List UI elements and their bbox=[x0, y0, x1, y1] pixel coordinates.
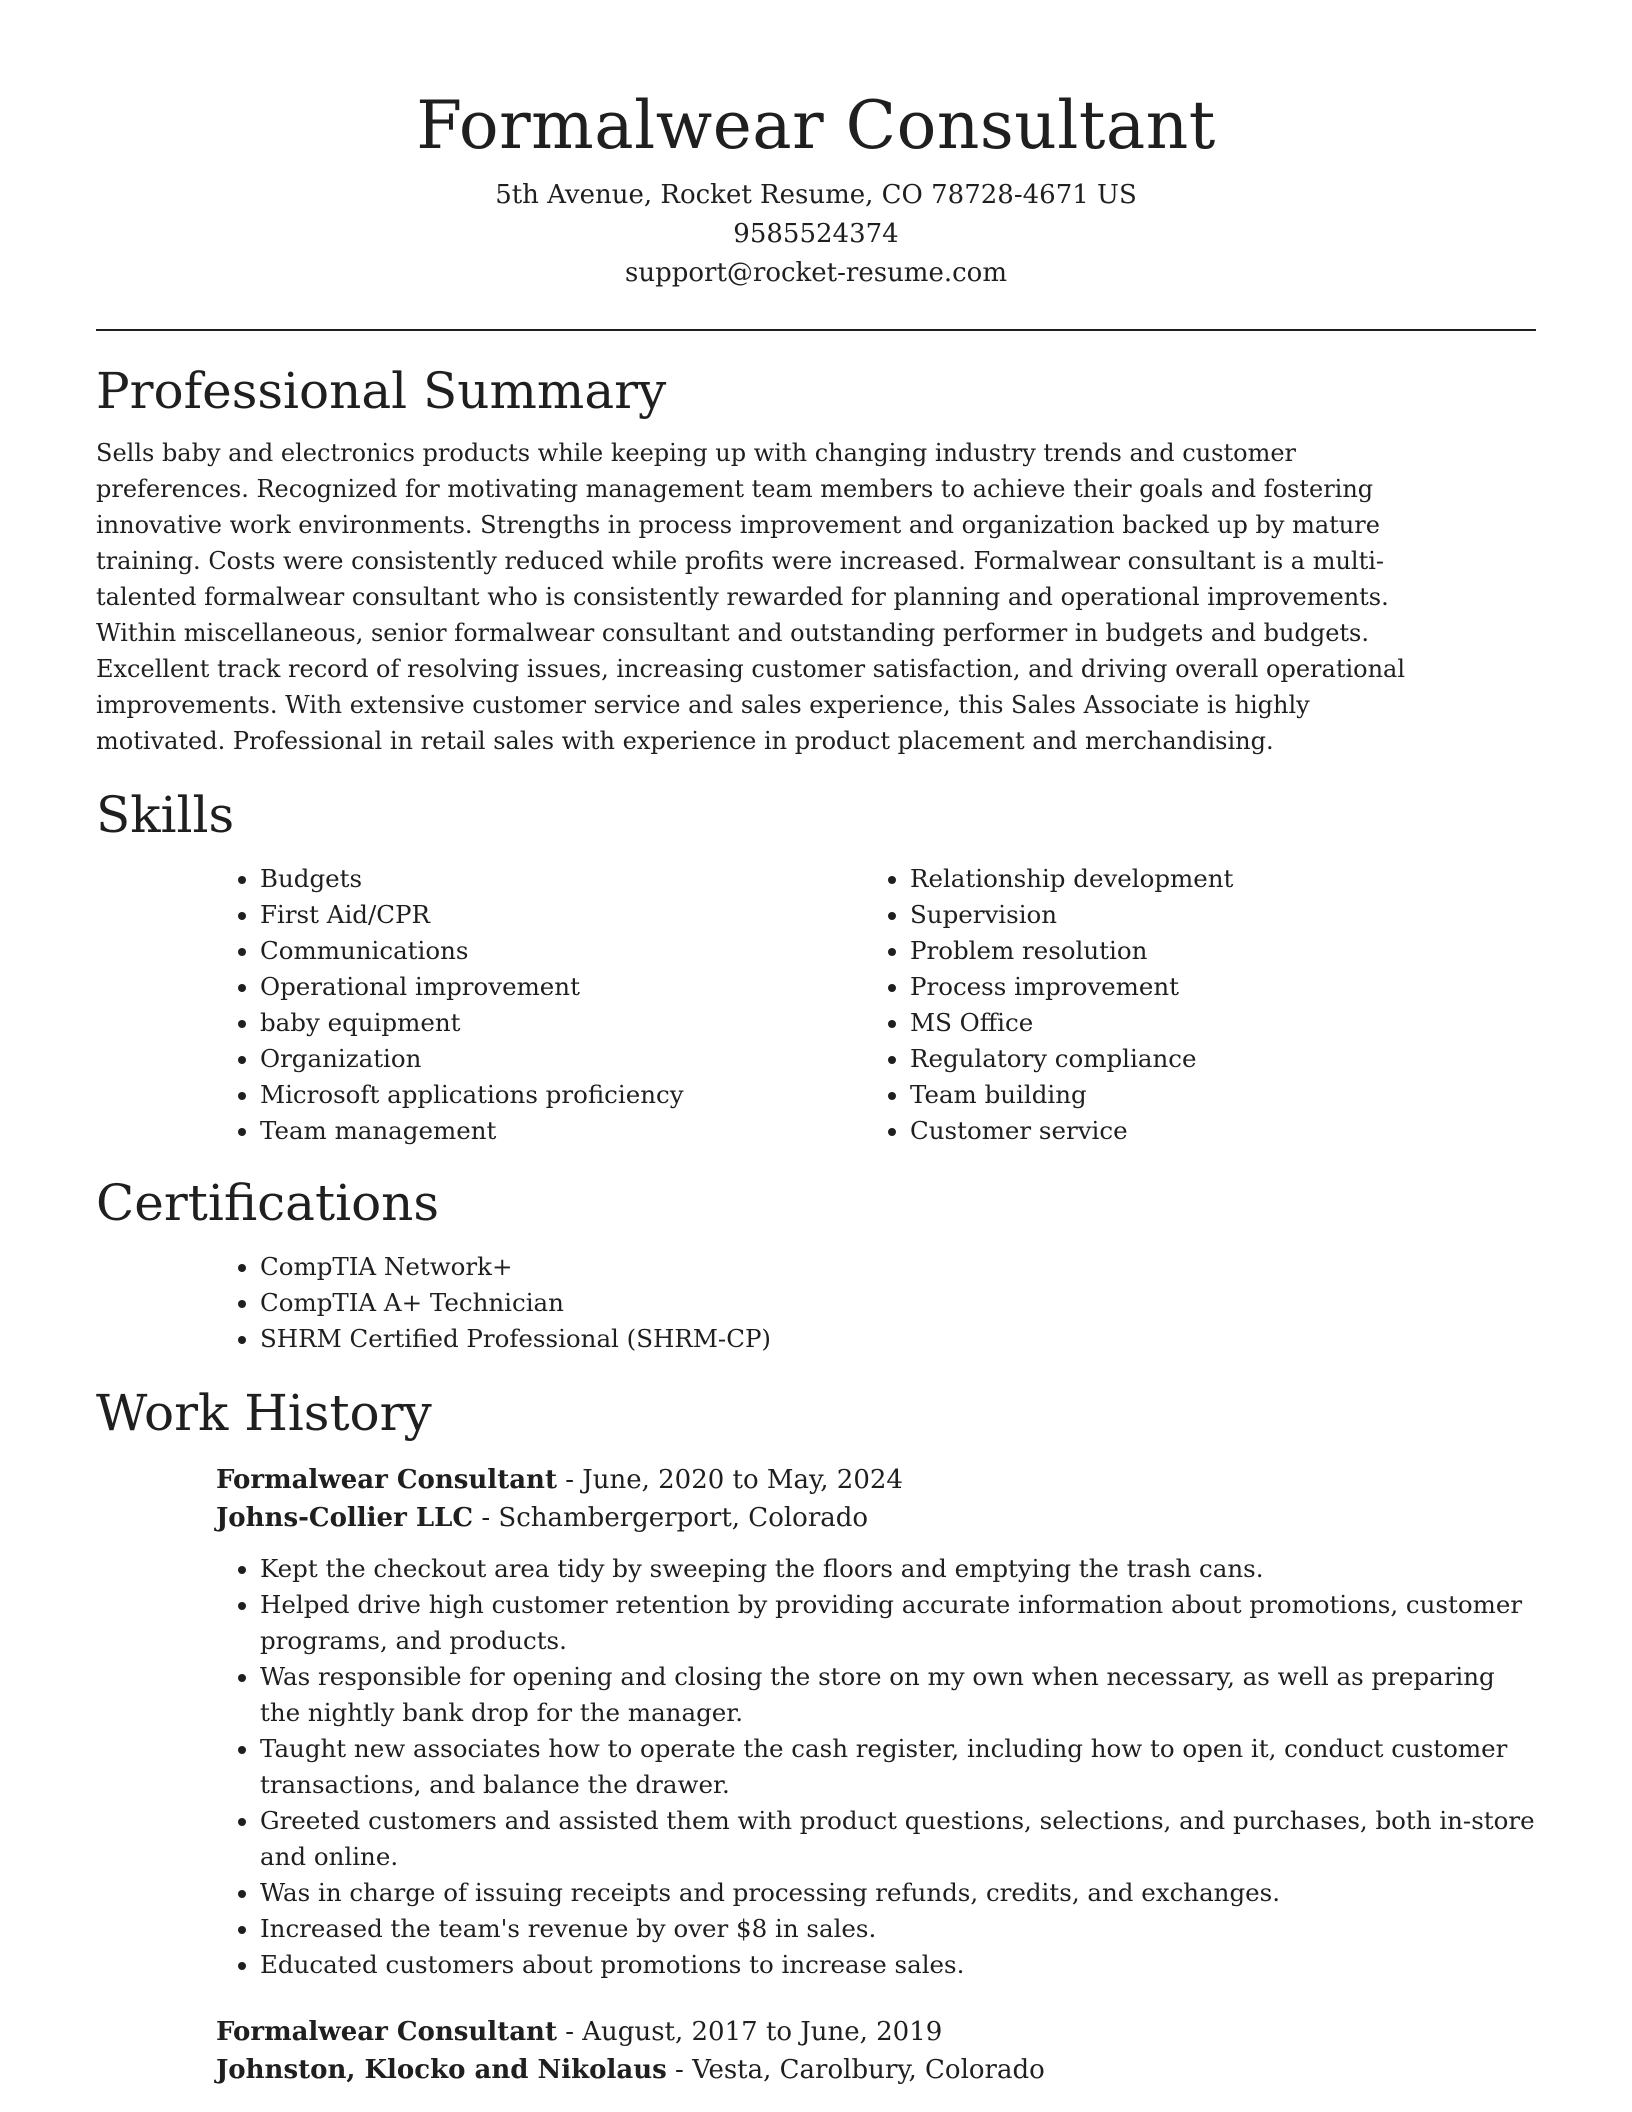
job-title-line bbox=[216, 2013, 1536, 2051]
certification-item: • CompTIA A+ Technician bbox=[260, 1285, 1536, 1321]
skill-item: • First Aid/CPR bbox=[260, 897, 866, 933]
address: 5th Avenue, Rocket Resume, CO 78728-4671 US bbox=[495, 180, 1137, 210]
header-divider bbox=[96, 329, 1536, 331]
job-company-line bbox=[216, 2051, 1536, 2089]
job-bullet: • Greeted customers and assisted them with product questions, selections, and purchases, both in-store and online. bbox=[260, 1803, 1536, 1875]
certifications-list-wrap bbox=[216, 1249, 1536, 1357]
job-company-line bbox=[216, 1499, 1536, 1537]
work-history-section bbox=[96, 1383, 1536, 2089]
skills-section bbox=[96, 785, 1536, 1149]
job-bullet: • Was responsible for opening and closing the store on my own when necessary, as well as preparing the nightly bank drop for the manager. bbox=[260, 1659, 1536, 1731]
certification-item: • CompTIA Network+ bbox=[260, 1249, 1536, 1285]
resume-header bbox=[96, 0, 1536, 293]
job-bullet: • Kept the checkout area tidy by sweeping the floors and emptying the trash cans. bbox=[260, 1551, 1536, 1587]
skill-item: • Budgets bbox=[260, 861, 866, 897]
skill-item: • Team building bbox=[910, 1077, 1516, 1113]
job-bullet: • Taught new associates how to operate the cash register, including how to open it, conduct customer transactions, and balance the drawer. bbox=[260, 1731, 1536, 1803]
skill-item: • Regulatory compliance bbox=[910, 1041, 1516, 1077]
job-location: - Vesta, Carolbury, Colorado bbox=[666, 2055, 1045, 2085]
contact-block bbox=[96, 176, 1536, 293]
job-bullets bbox=[216, 1551, 1536, 1983]
work-history-title: Work History bbox=[96, 1384, 432, 1442]
skill-item: • Organization bbox=[260, 1041, 866, 1077]
skills-column-right bbox=[866, 861, 1516, 1149]
certifications-title: Certifications bbox=[96, 1174, 440, 1232]
job-bullet: • Increased the team's revenue by over $8 in sales. bbox=[260, 1911, 1536, 1947]
job-entry bbox=[216, 1461, 1536, 1983]
job-company: Johnston, Klocko and Nikolaus bbox=[216, 2055, 667, 2085]
job-bullet: • Educated customers about promotions to increase sales. bbox=[260, 1947, 1536, 1983]
job-title-line bbox=[216, 1461, 1536, 1499]
skill-item: • Problem resolution bbox=[910, 933, 1516, 969]
skills-title: Skills bbox=[96, 786, 235, 844]
summary-title: Professional Summary bbox=[96, 362, 667, 420]
email: support@rocket-resume.com bbox=[624, 258, 1007, 288]
certification-item: • SHRM Certified Professional (SHRM-CP) bbox=[260, 1321, 1536, 1357]
certifications-list bbox=[216, 1249, 1536, 1357]
skill-item: • Supervision bbox=[910, 897, 1516, 933]
skills-column-left bbox=[216, 861, 866, 1149]
skill-item: • Team management bbox=[260, 1113, 866, 1149]
job-bullet: • Was in charge of issuing receipts and processing refunds, credits, and exchanges. bbox=[260, 1875, 1536, 1911]
summary-section bbox=[96, 361, 1536, 759]
job-location: - Schambergerport, Colorado bbox=[473, 1503, 869, 1533]
job-company: Johns-Collier LLC bbox=[216, 1503, 474, 1533]
job-dates: - August, 2017 to June, 2019 bbox=[556, 2017, 943, 2047]
job-dates: - June, 2020 to May, 2024 bbox=[556, 1465, 903, 1495]
job-role: Formalwear Consultant bbox=[216, 1465, 557, 1495]
phone: 9585524374 bbox=[733, 219, 899, 249]
skill-item: • baby equipment bbox=[260, 1005, 866, 1041]
resume-page bbox=[96, 0, 1536, 2089]
candidate-name: Formalwear Consultant bbox=[416, 87, 1216, 164]
skill-item: • MS Office bbox=[910, 1005, 1516, 1041]
skill-item: • Process improvement bbox=[910, 969, 1516, 1005]
job-role: Formalwear Consultant bbox=[216, 2017, 557, 2047]
job-entry bbox=[216, 2013, 1536, 2089]
job-bullet: • Helped drive high customer retention by providing accurate information about promotions, customer programs, and products. bbox=[260, 1587, 1536, 1659]
skill-item: • Communications bbox=[260, 933, 866, 969]
skill-item: • Relationship development bbox=[910, 861, 1516, 897]
skill-item: • Operational improvement bbox=[260, 969, 866, 1005]
summary-text: Sells baby and electronics products while keeping up with changing industry trends and customer preferences. Recognized for motivating management team members to achieve their goals and fostering innovative work environments. Strengths in process improvement and organization backed up by mature training. Costs were consistently reduced while profits were increased. Formalwear consultant is a multi-talented formalwear consultant who is consistently rewarded for planning and operational improvements. Within miscellaneous, senior formalwear consultant and outstanding performer in budgets and budgets. Excellent track record of resolving issues, increasing customer satisfaction, and driving overall operational improvements. With extensive customer service and sales experience, this Sales Associate is highly motivated. Professional in retail sales with experience in product placement and merchandising. bbox=[96, 439, 1406, 755]
skill-item: • Microsoft applications proficiency bbox=[260, 1077, 866, 1113]
skills-grid bbox=[216, 861, 1536, 1149]
certifications-section bbox=[96, 1173, 1536, 1357]
skill-item: • Customer service bbox=[910, 1113, 1516, 1149]
